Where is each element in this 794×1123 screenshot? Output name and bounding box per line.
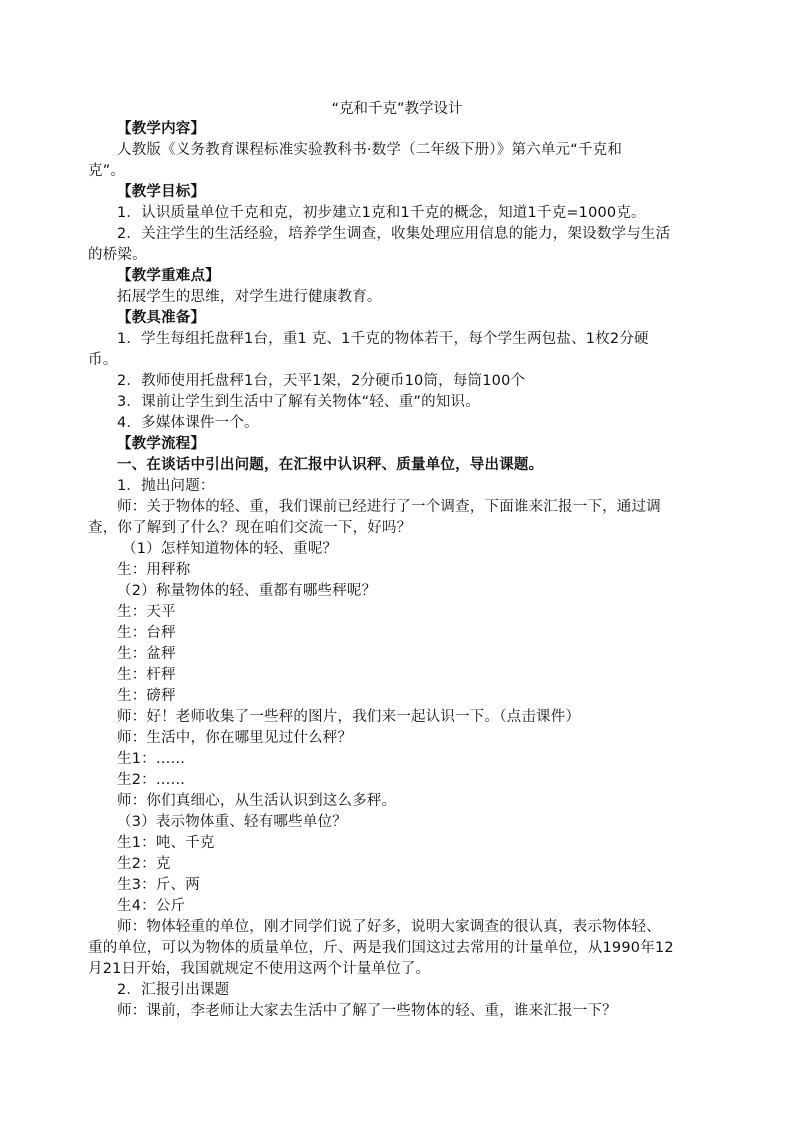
paragraph-line: 查，你了解到了什么？现在咱们交流一下，好吗？ bbox=[88, 520, 412, 536]
paragraph-line: 币。 bbox=[88, 352, 118, 368]
paragraph-line: 师：你们真细心，从生活认识到这么多秤。 bbox=[117, 793, 397, 809]
paragraph-line: 生：盆秤 bbox=[117, 646, 176, 662]
paragraph-line: 生：杆秤 bbox=[117, 667, 176, 683]
paragraph-line: 3．课前让学生到生活中了解有关物体“轻、重”的知识。 bbox=[117, 394, 480, 410]
paragraph-line: （2）称量物体的轻、重都有哪些秤呢？ bbox=[117, 583, 377, 599]
paragraph-line: 1．抛出问题： bbox=[117, 478, 215, 494]
paragraph-line: 1．学生每组托盘秤1台，重1 克、1千克的物体若干，每个学生两包盐、1枚2分硬 bbox=[117, 331, 649, 347]
paragraph-line: （1）怎样知道物体的轻、重呢？ bbox=[122, 541, 338, 557]
paragraph-line: 重的单位，可以为物体的质量单位，斤、两是我们国这过去常用的计量单位，从1990年12 bbox=[88, 940, 674, 956]
paragraph-line: 人教版《义务教育课程标准实验教科书·数学（二年级下册）》第六单元“千克和 bbox=[117, 142, 623, 158]
paragraph-line: 师：物体轻重的单位，刚才同学们说了好多，说明大家调查的很认真，表示物体轻、 bbox=[117, 919, 661, 935]
paragraph-line: 克”。 bbox=[88, 163, 126, 179]
paragraph-line: 生4：公斤 bbox=[117, 898, 186, 914]
paragraph-line: 师：生活中，你在哪里见过什么秤？ bbox=[117, 730, 353, 746]
section-heading-key-points: 【教学重难点】 bbox=[117, 268, 220, 284]
section-heading-content: 【教学内容】 bbox=[117, 121, 206, 137]
paragraph-line: （3）表示物体重、轻有哪些单位？ bbox=[117, 814, 347, 830]
paragraph-line: 1．认识质量单位千克和克，初步建立1克和1千克的概念，知道1千克=1000克。 bbox=[117, 205, 646, 221]
paragraph-line: 生：磅秤 bbox=[117, 688, 176, 704]
paragraph-line: 4．多媒体课件一个。 bbox=[117, 415, 259, 431]
paragraph-line: 生：用秤称 bbox=[117, 562, 191, 578]
section-heading-objectives: 【教学目标】 bbox=[117, 184, 206, 200]
paragraph-line: 师：好！老师收集了一些秤的图片，我们来一起认识一下。（点击课件） bbox=[117, 709, 581, 725]
paragraph-line: 生2：…… bbox=[117, 772, 186, 788]
paragraph-line: 师：关于物体的轻、重，我们课前已经进行了一个调查，下面谁来汇报一下，通过调 bbox=[117, 499, 661, 515]
document-title: “克和千克”教学设计 bbox=[331, 101, 463, 117]
paragraph-line: 生3：斤、两 bbox=[117, 877, 200, 893]
paragraph-line: 2．汇报引出课题 bbox=[117, 982, 230, 998]
section-heading-preparation: 【教具准备】 bbox=[117, 310, 206, 326]
paragraph-line: 月21日开始，我国就规定不使用这两个计量单位了。 bbox=[88, 961, 431, 977]
paragraph-line: 生2：克 bbox=[117, 856, 171, 872]
paragraph-line: 生：台秤 bbox=[117, 625, 176, 641]
paragraph-line: 的桥梁。 bbox=[88, 247, 147, 263]
paragraph-line: 生1：…… bbox=[117, 751, 186, 767]
paragraph-line: 生：天平 bbox=[117, 604, 176, 620]
subsection-heading: 一、在谈话中引出问题，在汇报中认识秤、质量单位，导出课题。 bbox=[117, 457, 544, 473]
paragraph-line: 师：课前，李老师让大家去生活中了解了一些物体的轻、重，谁来汇报一下？ bbox=[117, 1003, 617, 1019]
section-heading-process: 【教学流程】 bbox=[117, 436, 206, 452]
paragraph-line: 2．教师使用托盘秤1台，天平1架，2分硬币10筒，每筒100个 bbox=[117, 373, 526, 389]
paragraph-line: 拓展学生的思维，对学生进行健康教育。 bbox=[117, 289, 382, 305]
paragraph-line: 2．关注学生的生活经验，培养学生调查，收集处理应用信息的能力，架设数学与生活 bbox=[117, 226, 671, 242]
paragraph-line: 生1：吨、千克 bbox=[117, 835, 215, 851]
